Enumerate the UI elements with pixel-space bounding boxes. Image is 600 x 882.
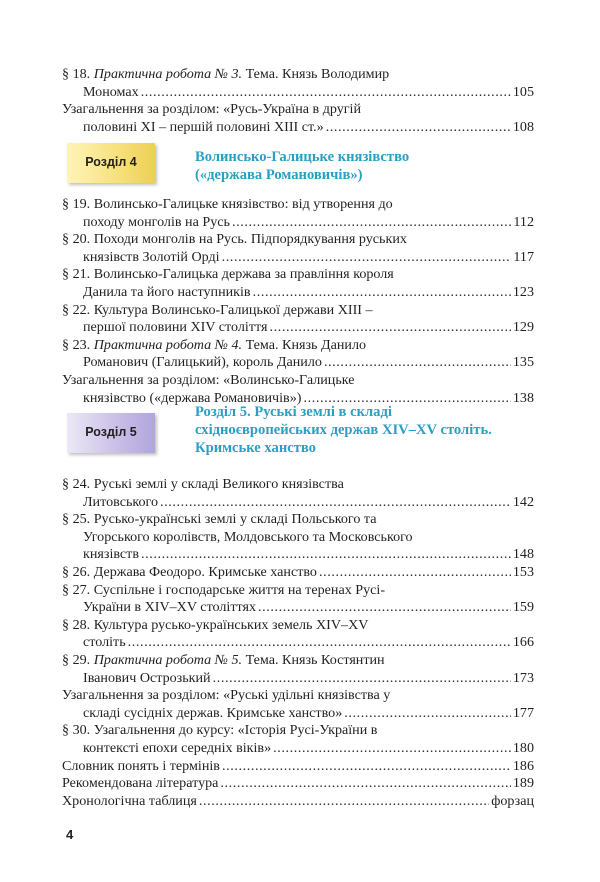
dot-leader	[199, 793, 489, 811]
toc-entry-line	[62, 634, 534, 652]
toc-entry-text: § 26. Держава Феодоро. Кримське ханство	[62, 563, 317, 580]
section-5-title-line: Кримське ханство	[195, 440, 316, 456]
toc-entry-text: § 30. Узагальнення до курсу: «Історія Русі-України в	[62, 722, 378, 739]
toc-entry-line	[62, 302, 534, 320]
toc-entry-text: § 22. Культура Волинсько-Галицької держави XIII –	[62, 301, 373, 318]
toc-entry[interactable]	[62, 722, 534, 757]
toc-entry-line	[62, 231, 534, 249]
toc-entry-text: контексті епохи середніх віків»	[83, 739, 272, 756]
toc-entry-text: § 19. Волинсько-Галицьке князівство: від утворення до	[62, 196, 393, 212]
toc-entry[interactable]	[62, 231, 534, 266]
toc-entry-line	[62, 740, 534, 758]
toc-entry[interactable]	[62, 511, 534, 564]
toc-entry[interactable]	[62, 758, 534, 776]
section-5-label: Розділ 5	[85, 425, 137, 440]
toc-entry[interactable]	[62, 196, 534, 231]
toc-entry-line	[62, 652, 534, 670]
toc-entry-text: § 24. Руські землі у складі Великого князівства	[62, 476, 344, 492]
toc-page-number: 186	[512, 757, 534, 774]
toc-entry[interactable]	[62, 302, 534, 337]
toc-entry-line	[62, 705, 534, 723]
page-number: 4	[66, 827, 74, 842]
toc-entry-line	[62, 722, 534, 740]
toc-page-number: 123	[512, 283, 534, 300]
toc-entry-line	[62, 196, 534, 214]
toc-entry-text: Узагальнення за розділом: «Волинсько-Галицьке	[62, 371, 355, 388]
toc-entry-line	[62, 582, 534, 600]
toc-entry-text: § 21. Волинсько-Галицька держава за правління короля	[62, 266, 394, 283]
toc-page-number: 117	[513, 248, 534, 265]
toc-page-number: 189	[512, 775, 534, 792]
toc-page-number: 166	[512, 634, 534, 651]
toc-entry-line	[62, 319, 534, 337]
toc-entry-line	[62, 266, 534, 284]
toc-entry-line	[62, 372, 534, 390]
toc-entry[interactable]	[62, 266, 534, 301]
dot-leader	[220, 775, 510, 793]
toc-page-number: 138	[512, 389, 534, 406]
dot-leader	[128, 634, 511, 652]
toc-entry-text: Мономах	[83, 83, 139, 100]
toc-entry-line	[62, 546, 534, 564]
italic-span: Практична робота № 3.	[93, 66, 243, 82]
dot-leader	[222, 249, 512, 267]
dot-leader	[273, 740, 511, 758]
toc-entry[interactable]	[62, 775, 534, 793]
toc-entry-line	[62, 529, 534, 547]
toc-entry-text: Данила та його наступників	[83, 283, 251, 300]
toc-entry-text: § 29. Практична робота № 5. Тема. Князь Костянтин	[62, 651, 385, 668]
toc-entry[interactable]	[62, 476, 534, 511]
toc-entry-line	[62, 84, 534, 102]
dot-leader	[232, 214, 511, 232]
toc-entry-text: Узагальнення за розділом: «Руські удільні князівства у	[62, 687, 391, 704]
italic-span: Практична робота № 5.	[93, 651, 243, 668]
toc-entry-text: князівств	[83, 546, 139, 563]
toc-entry-text: століть	[83, 634, 126, 651]
toc-entry[interactable]	[62, 617, 534, 652]
toc-entry-line	[62, 511, 534, 529]
toc-entry-text: Словник понять і термінів	[62, 757, 220, 774]
toc-entry-text: Литовського	[83, 493, 159, 510]
dot-leader	[258, 599, 511, 617]
toc-entry-text: Іванович Острозький	[83, 669, 211, 686]
toc-entry-text: Узагальнення за розділом: «Русь-Україна в другій	[62, 101, 362, 118]
toc-entry-text: Угорського королівств, Молдовського та Московського	[83, 528, 413, 545]
dot-leader	[324, 354, 511, 372]
toc-entry-line	[62, 599, 534, 617]
section-5-title	[195, 403, 555, 457]
italic-span: Практична робота № 4.	[93, 336, 243, 353]
section-4-label: Розділ 4	[85, 155, 137, 170]
dot-leader	[326, 119, 511, 137]
dot-leader	[141, 546, 511, 564]
section-4-title-line: («держава Романовичів»)	[195, 167, 363, 183]
toc-entry[interactable]	[62, 793, 534, 811]
toc-entry-line	[62, 617, 534, 635]
toc-entry-line	[62, 354, 534, 372]
dot-leader	[344, 705, 511, 723]
toc-page-number: 180	[512, 739, 534, 756]
toc-entry-text: першої половини XIV століття	[83, 319, 268, 336]
dot-leader	[160, 494, 511, 512]
toc-entry-line	[62, 476, 534, 494]
dot-leader	[269, 319, 510, 337]
toc-entry[interactable]	[62, 564, 534, 582]
toc-entry-text: § 25. Русько-українські землі у складі Польського та	[62, 511, 377, 528]
toc-entry-line	[62, 249, 534, 267]
toc-entry[interactable]	[62, 337, 534, 372]
toc-page-number: 173	[512, 669, 534, 686]
toc-page-number: 108	[512, 118, 534, 135]
toc-group-chapter-5	[62, 476, 534, 810]
toc-page-number: 153	[512, 563, 534, 580]
toc-page-number: 105	[512, 83, 534, 100]
dot-leader	[141, 84, 511, 102]
toc-entry-line	[62, 564, 534, 582]
toc-entry[interactable]	[62, 372, 534, 407]
section-4-title	[195, 148, 555, 184]
toc-entry-line	[62, 494, 534, 512]
dot-leader	[222, 758, 511, 776]
toc-page-number: 112	[513, 213, 534, 230]
section-4-title-line: Волинсько-Галицьке князівство	[195, 149, 410, 165]
toc-page-number: 135	[512, 354, 534, 371]
toc-entry-text: Рекомендована література	[62, 775, 219, 792]
toc-entry[interactable]	[62, 687, 534, 722]
toc-entry-line	[62, 775, 534, 793]
toc-entry-text: складі сусідніх держав. Кримське ханство»	[83, 704, 343, 721]
toc-entry-line	[62, 687, 534, 705]
toc-entry-line	[62, 337, 534, 355]
toc-page-number: 129	[512, 319, 534, 336]
toc-entry-text: князівств Золотій Орді	[83, 248, 220, 265]
toc-page-number: 142	[512, 493, 534, 510]
toc-entry-text: походу монголів на Русь	[83, 213, 230, 230]
toc-entry-line	[62, 793, 534, 811]
toc-page-number: форзац	[491, 792, 534, 809]
toc-page-number: 177	[512, 704, 534, 721]
dot-leader	[213, 670, 511, 688]
dot-leader	[253, 284, 511, 302]
section-4-badge	[67, 143, 155, 183]
toc-entry-text: § 18. Практична робота № 3. Тема. Князь Володимир	[62, 66, 390, 82]
toc-page-number: 159	[512, 599, 534, 616]
toc-entry-line	[62, 214, 534, 232]
toc-entry[interactable]	[62, 66, 534, 101]
section-5-badge	[67, 413, 155, 453]
toc-entry-text: § 28. Культура русько-українських земель XIV–XV	[62, 616, 369, 633]
toc-entry-text: § 27. Суспільне і господарське життя на теренах Русі-	[62, 581, 386, 598]
toc-page-number: 148	[512, 546, 534, 563]
toc-entry-text: Романович (Галицький), король Данило	[83, 354, 322, 371]
toc-entry-text: § 20. Походи монголів на Русь. Підпорядкування руських	[62, 231, 407, 248]
toc-entry-text: половині XI – першій половині XIII ст.»	[83, 118, 324, 135]
section-5-title-line: Розділ 5. Руські землі в складі	[195, 404, 392, 420]
toc-entry-line	[62, 101, 534, 119]
toc-group-chapter-3-end	[62, 66, 534, 136]
toc-entry[interactable]	[62, 652, 534, 687]
toc-entry-line	[62, 119, 534, 137]
section-5-title-line: східноєвропейських держав XIV–XV століть.	[195, 422, 492, 438]
toc-entry-text: Хронологічна таблиця	[62, 792, 197, 809]
toc-entry-text: князівство («держава Романовичів»)	[83, 389, 302, 406]
toc-entry[interactable]	[62, 101, 534, 136]
dot-leader	[319, 564, 511, 582]
toc-entry-text: України в XIV–XV століттях	[83, 599, 257, 616]
toc-entry-line	[62, 758, 534, 776]
toc-entry-line	[62, 284, 534, 302]
toc-entry-line	[62, 66, 534, 84]
toc-entry-line	[62, 670, 534, 688]
toc-entry[interactable]	[62, 582, 534, 617]
toc-entry-text: § 23. Практична робота № 4. Тема. Князь Данило	[62, 336, 367, 353]
toc-group-chapter-4	[62, 196, 534, 407]
